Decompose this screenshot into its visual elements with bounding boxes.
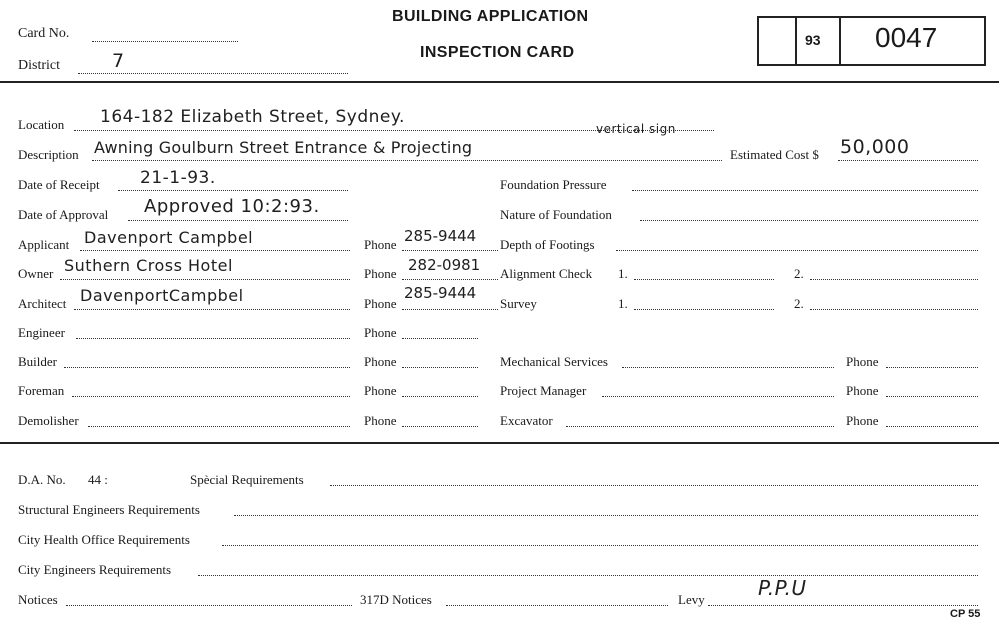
engineer-phone-field[interactable]: [402, 338, 478, 339]
date-of-approval-field[interactable]: [128, 220, 348, 221]
card-year: 93: [805, 32, 821, 48]
mechanical-services-phone-label: Phone: [846, 354, 879, 369]
district-field[interactable]: [78, 73, 348, 74]
estimated-cost-value: 50,000: [840, 136, 910, 158]
location-value: 164-182 Elizabeth Street, Sydney.: [100, 107, 405, 127]
applicant-label: Applicant: [18, 237, 70, 252]
owner-field[interactable]: [60, 279, 350, 280]
survey-n1: 1.: [618, 296, 628, 311]
date-of-receipt-field[interactable]: [118, 190, 348, 191]
notices-317d-label: 317D Notices: [360, 592, 432, 607]
applicant-phone: 285-9444: [404, 227, 477, 245]
depth-of-footings-field[interactable]: [616, 250, 978, 251]
project-manager-phone-field[interactable]: [886, 396, 978, 397]
notices-field[interactable]: [66, 605, 352, 606]
alignment-check-label: Alignment Check: [500, 266, 593, 281]
city-health-field[interactable]: [222, 545, 978, 546]
architect-value: DavenportCampbel: [80, 286, 244, 305]
notices-317d-field[interactable]: [446, 605, 668, 606]
demolisher-phone-field[interactable]: [402, 426, 478, 427]
city-health-label: City Health Office Requirements: [18, 532, 190, 547]
header-divider: [0, 81, 999, 83]
special-requirements-field[interactable]: [330, 485, 978, 486]
architect-label: Architect: [18, 296, 67, 311]
district-value: 7: [112, 50, 125, 72]
architect-phone-label: Phone: [364, 296, 397, 311]
builder-field[interactable]: [64, 367, 350, 368]
city-engineers-field[interactable]: [198, 575, 978, 576]
builder-label: Builder: [18, 354, 57, 369]
form-code: CP 55: [950, 608, 981, 620]
date-of-receipt-label: Date of Receipt: [18, 177, 100, 192]
architect-phone: 285-9444: [404, 284, 477, 302]
demolisher-phone-label: Phone: [364, 413, 397, 428]
engineer-label: Engineer: [18, 325, 65, 340]
date-of-receipt-value: 21-1-93.: [140, 168, 216, 188]
description-value: Awning Goulburn Street Entrance & Projecting: [94, 138, 473, 157]
date-of-approval-value: Approved 10:2:93.: [144, 196, 320, 217]
foreman-phone-label: Phone: [364, 383, 397, 398]
excavator-label: Excavator: [500, 413, 553, 428]
form-title-line1: BUILDING APPLICATION: [392, 8, 589, 25]
owner-phone-label: Phone: [364, 266, 397, 281]
excavator-field[interactable]: [566, 426, 834, 427]
applicant-field[interactable]: [80, 250, 350, 251]
notices-label: Notices: [18, 592, 58, 607]
card-no-label: Card No.: [18, 26, 70, 41]
owner-label: Owner: [18, 266, 54, 281]
description-annotation: vertical sign: [596, 122, 676, 136]
engineer-phone-label: Phone: [364, 325, 397, 340]
owner-phone: 282-0981: [408, 256, 481, 274]
survey-label: Survey: [500, 296, 537, 311]
da-no-label: D.A. No.: [18, 472, 66, 487]
owner-value: Suthern Cross Hotel: [64, 256, 233, 275]
survey-n2: 2.: [794, 296, 804, 311]
architect-phone-field[interactable]: [402, 309, 498, 310]
engineer-field[interactable]: [76, 338, 350, 339]
alignment-check-1-field[interactable]: [634, 279, 774, 280]
estimated-cost-field[interactable]: [838, 160, 978, 161]
survey-2-field[interactable]: [810, 309, 978, 310]
depth-of-footings-label: Depth of Footings: [500, 237, 595, 252]
location-label: Location: [18, 117, 65, 132]
structural-engineers-label: Structural Engineers Requirements: [18, 502, 200, 517]
alignment-check-n2: 2.: [794, 266, 804, 281]
description-label: Description: [18, 147, 79, 162]
mechanical-services-field[interactable]: [622, 367, 834, 368]
da-no-value: 44 :: [88, 472, 108, 487]
foundation-pressure-field[interactable]: [632, 190, 978, 191]
applicant-phone-label: Phone: [364, 237, 397, 252]
owner-phone-field[interactable]: [402, 279, 498, 280]
card-number-box: [757, 16, 986, 66]
foreman-field[interactable]: [72, 396, 350, 397]
special-requirements-label: Spècial Requirements: [190, 472, 304, 487]
alignment-check-n1: 1.: [618, 266, 628, 281]
levy-field[interactable]: [708, 605, 978, 606]
project-manager-phone-label: Phone: [846, 383, 879, 398]
district-label: District: [18, 58, 60, 73]
alignment-check-2-field[interactable]: [810, 279, 978, 280]
foundation-pressure-label: Foundation Pressure: [500, 177, 607, 192]
demolisher-label: Demolisher: [18, 413, 79, 428]
middle-divider: [0, 442, 999, 444]
architect-field[interactable]: [74, 309, 350, 310]
builder-phone-label: Phone: [364, 354, 397, 369]
nature-of-foundation-label: Nature of Foundation: [500, 207, 612, 222]
estimated-cost-label: Estimated Cost $: [730, 147, 819, 162]
excavator-phone-label: Phone: [846, 413, 879, 428]
nature-of-foundation-field[interactable]: [640, 220, 978, 221]
survey-1-field[interactable]: [634, 309, 774, 310]
foreman-phone-field[interactable]: [402, 396, 478, 397]
applicant-value: Davenport Campbel: [84, 228, 254, 247]
mechanical-services-phone-field[interactable]: [886, 367, 978, 368]
card-no-field[interactable]: [92, 41, 238, 42]
project-manager-label: Project Manager: [500, 383, 587, 398]
structural-engineers-field[interactable]: [234, 515, 978, 516]
project-manager-field[interactable]: [602, 396, 834, 397]
levy-value: P.P.U: [758, 576, 807, 600]
demolisher-field[interactable]: [88, 426, 350, 427]
card-number: 0047: [875, 22, 938, 53]
excavator-phone-field[interactable]: [886, 426, 978, 427]
mechanical-services-label: Mechanical Services: [500, 354, 608, 369]
builder-phone-field[interactable]: [402, 367, 478, 368]
applicant-phone-field[interactable]: [402, 250, 498, 251]
date-of-approval-label: Date of Approval: [18, 207, 109, 222]
levy-label: Levy: [678, 592, 705, 607]
foreman-label: Foreman: [18, 383, 65, 398]
form-title-line2: INSPECTION CARD: [420, 44, 575, 61]
city-engineers-label: City Engineers Requirements: [18, 562, 172, 577]
description-field[interactable]: [92, 160, 722, 161]
